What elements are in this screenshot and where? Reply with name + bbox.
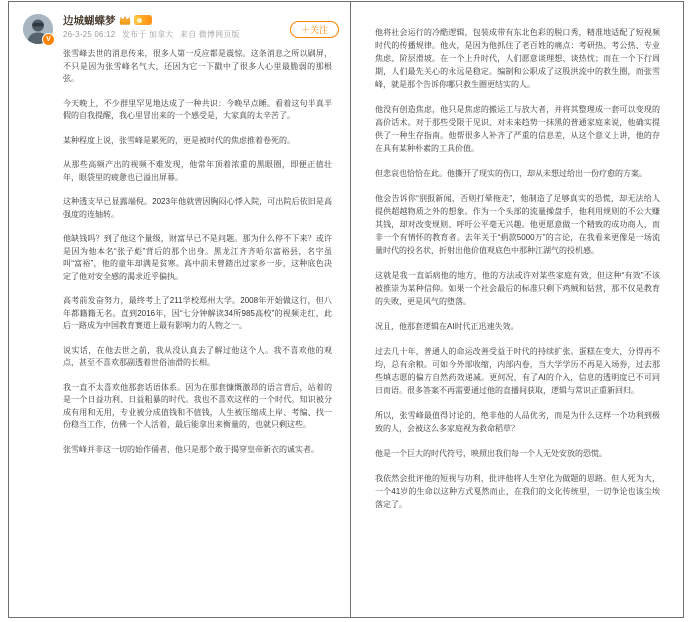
verified-icon: V (42, 33, 55, 46)
author-row (63, 13, 152, 27)
paragraph: 说实话，在他去世之前，我从没认真去了解过他这个人。我不喜欢他的观点，甚至不喜欢那副透着世俗油滑的长相。 (63, 345, 332, 367)
paragraph: 从那些高频产出的视频不难发现，他常年顶着浓重的黑眼圈，即便正值壮年，眼袋里的疲惫也已溢出屏幕。 (63, 160, 332, 182)
paragraph: 张雪峰并非这一切的始作俑者，他只是那个敢于揭穿皇帝新衣的诚实者。 (63, 444, 319, 454)
paragraph: 某种程度上说，张雪峰是累死的，更是被时代的焦虑推着卷死的。 (63, 135, 295, 145)
post-location: 发布于 加拿大 (121, 30, 174, 39)
paragraph: 所以，张雪峰最值得讨论的，绝非他的人品优劣，而是为什么这样一个功利到极致的人，会被这么多家庭视为救命稻草？ (375, 411, 660, 433)
paragraph: 我依然会批评他的短视与功利，批评他将人生窄化为做题的思路。但人死为大，一个41岁的生命以这种方式戛然而止，在我们的文化传统里，一切争论也该尘埃落定了。 (375, 474, 660, 509)
paragraph: 他缺钱吗？到了他这个量级，财富早已不是问题。那为什么停不下来？或许是因为他本名“张子彪”背后的那个出身。黑龙江齐齐哈尔富裕县，名字虽叫“富裕”，他的童年却满是贫寒。高中前未曾踏出过家乡一步，这种底色决定了他对安全感的渴求近乎偏执。 (63, 234, 332, 281)
paragraph: 过去几十年，普通人的命运改善受益于时代的持续扩张。蛋糕在变大，分得再不均，总有余粮。可如今外部收缩，内部内卷，当大学学历不再是入场券，过去那些填志愿的偏方自然药效递减。更何况，有了AI的介入，信息的透明度已不可同日而语。很多答案不再需要通过他的直播间获取，逻辑与常识正重新回归。 (375, 347, 660, 395)
post-frame (8, 1, 684, 618)
post-body-left (63, 48, 332, 468)
paragraph: 但悲哀也恰恰在此。他撕开了现实的伤口，却从未想过给出一份疗愈的方案。 (375, 169, 647, 178)
post-left-column (9, 2, 351, 617)
post-time: 26-3-25 06:12 (63, 30, 116, 39)
paragraph: 他将社会运行的冷酷逻辑，包装成带有东北色彩的脱口秀，精准地适配了短视频时代的传播规律。他火，是因为他抓住了老百姓的痛点：考研热、考公热、专业焦虑、阶层滑坡。在一个上升时代，人们愿意谈理想、谈热忱；而在一个下行周期，人们最先关心的永远是稳定。编制和公职成了这股洪流中的救生圈，而张雪峰，就是那个告诉你哪只救生圈更结实的人。 (375, 28, 660, 89)
paragraph: 这就是我一直诟病他的地方，他的方法或许对某些家庭有效，但这种“有效”不该被推崇为某种信仰。如果一个社会最后的标准只剩下鸡贼和钻营，那不仅是教育的失败，更是风气的堕落。 (375, 271, 660, 306)
avatar[interactable] (23, 14, 53, 44)
post-right-column (351, 2, 683, 617)
paragraph: 他没有创造焦虑，他只是焦虑的搬运工与放大者，并将其整理成一套可以变现的高价话术。对于那些受限于见识、对未来趋势一抹黑的普通家庭来说，他确实提供了一种生存指南。他帮很多人补齐了严重的信息差，从这个意义上讲，他的存在具有某种朴素的工具价值。 (375, 105, 660, 153)
paragraph: 高考前发奋努力，最终考上了211学校郑州大学。2008年开始做这行，但八年都籍籍无名。直到2016年，因“七分钟解读34所985高校”的视频走红，此后一路成为中国教育赛道上最有影响力的人物之一。 (63, 296, 332, 330)
paragraph: 况且，他那套逻辑在AI时代正迅速失效。 (375, 322, 519, 331)
vip-crown-icon (119, 15, 131, 25)
paragraph: 张雪峰去世的消息传来，很多人第一反应都是震惊。这条消息之所以刷屏，不只是因为张雪峰名气大，还因为它一下戳中了很多人心里最脆弱的那根弦。 (63, 49, 332, 83)
post-meta (63, 29, 244, 40)
paragraph: 他是一个巨大的时代符号，映照出我们每一个人无处安放的恐慌。 (375, 449, 607, 458)
author-name[interactable]: 边城蝴蝶梦 (63, 14, 116, 27)
paragraph: 我一直不太喜欢他那套话语体系。因为在那套慷慨激昂的语言背后，站着的是一个日益功利、日益粗暴的时代。我也不喜欢这样的一个时代。知识被分成有用和无用，专业被分成值钱和不值钱，人生被压缩成上岸、考编、找一份稳当工作，仿佛一个人活着，最后能拿出来衡量的，也就只剩这些。 (63, 382, 332, 429)
member-level-badge-icon (134, 15, 152, 25)
paragraph: 他会告诉你“别报新闻，否则打晕拖走”，他制造了足够真实的恐慌，却无法给人提供超越物质之外的想象。作为一个头部的流量操盘手，他利用规则的不公大赚其钱，却对改变规则、呼吁公平毫无兴趣。他更愿意做一个精致的成功商人，而非一个有情怀的教育者。去年关于“捐款5000万”的言论，在我看来更像是一场流量时代的投名状，折射出他价值观底色中那种江湖气的投机感。 (375, 194, 660, 255)
post-source[interactable]: 来自 微博网页版 (179, 30, 240, 39)
follow-button[interactable]: ＋关注 (290, 21, 339, 38)
paragraph: 这种透支早已显露端倪。2023年他就曾因胸闷心悸入院，可出院后依旧是高强度的连轴转。 (63, 197, 332, 219)
post-body-right (375, 26, 660, 511)
paragraph: 今天晚上，不少群里罕见地达成了一种共识：今晚早点睡。看着这句半真半假的自我提醒，我心里冒出来的一个感受是，大家真的太辛苦了。 (63, 98, 332, 120)
